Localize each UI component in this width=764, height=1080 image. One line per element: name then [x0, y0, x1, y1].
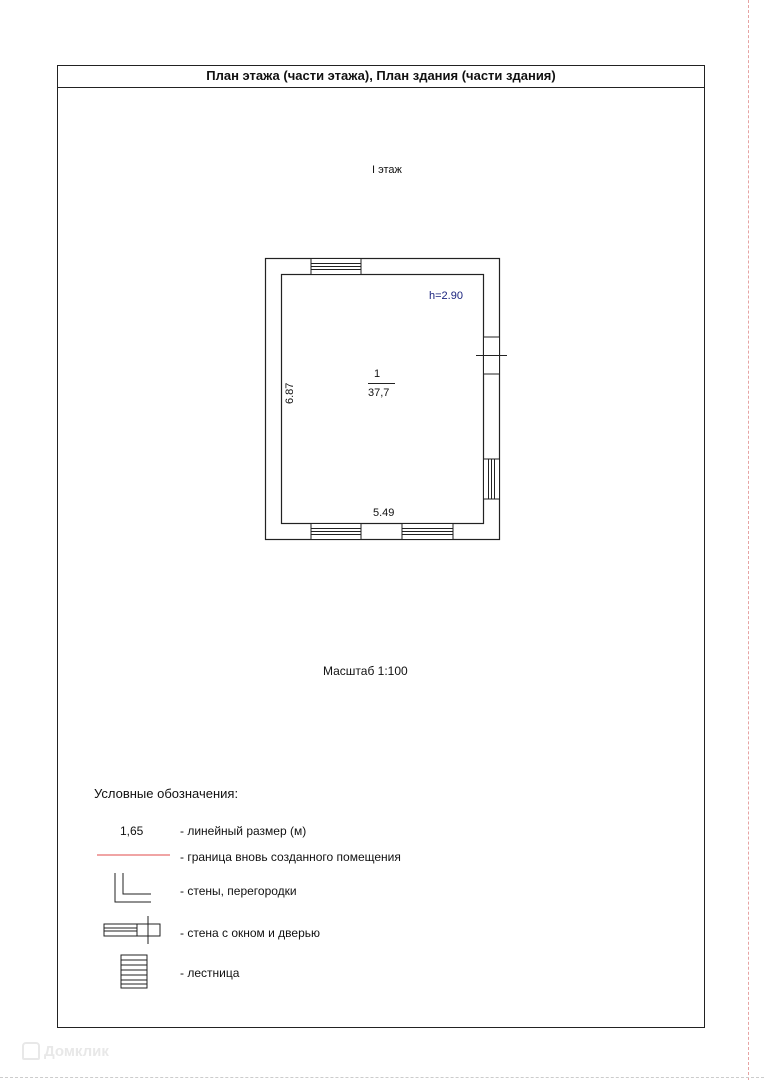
width-dimension: 5.49: [373, 507, 395, 519]
scale-label: Масштаб 1:100: [323, 664, 408, 678]
legend-item-stairs: - лестница: [180, 966, 240, 980]
legend-item-boundary: - граница вновь созданного помещения: [180, 850, 401, 864]
watermark: [22, 1042, 109, 1060]
legend-dimension-sample: 1,65: [120, 824, 144, 838]
room-number: 1: [374, 368, 381, 380]
legend-stairs-sample: [121, 955, 147, 988]
height-dimension: 6.87: [284, 382, 296, 404]
watermark-text: Домклик: [44, 1042, 109, 1060]
room-area: 37,7: [368, 387, 390, 399]
door-right: [476, 337, 507, 374]
house-icon: [22, 1042, 40, 1060]
outer-wall: [266, 259, 500, 540]
bottom-cut-line: [0, 1077, 764, 1078]
ceiling-height-label: h=2.90: [429, 290, 463, 302]
window-bottom-left: [311, 524, 361, 540]
legend-walls-sample: [115, 873, 151, 902]
legend-item-walls: - стены, перегородки: [180, 884, 297, 898]
inner-wall: [282, 275, 484, 524]
legend-item-window-door: - стена с окном и дверью: [180, 926, 321, 940]
legend-title: Условные обозначения:: [94, 786, 239, 801]
floor-label: I этаж: [372, 164, 402, 176]
legend-item-dimension: - линейный размер (м): [180, 824, 307, 838]
window-top: [311, 259, 361, 275]
legend-window-door-sample: [104, 916, 160, 944]
window-right: [484, 459, 500, 499]
window-bottom-right: [402, 524, 453, 540]
frame-header: План этажа (части этажа), План здания (части здания): [58, 66, 704, 88]
